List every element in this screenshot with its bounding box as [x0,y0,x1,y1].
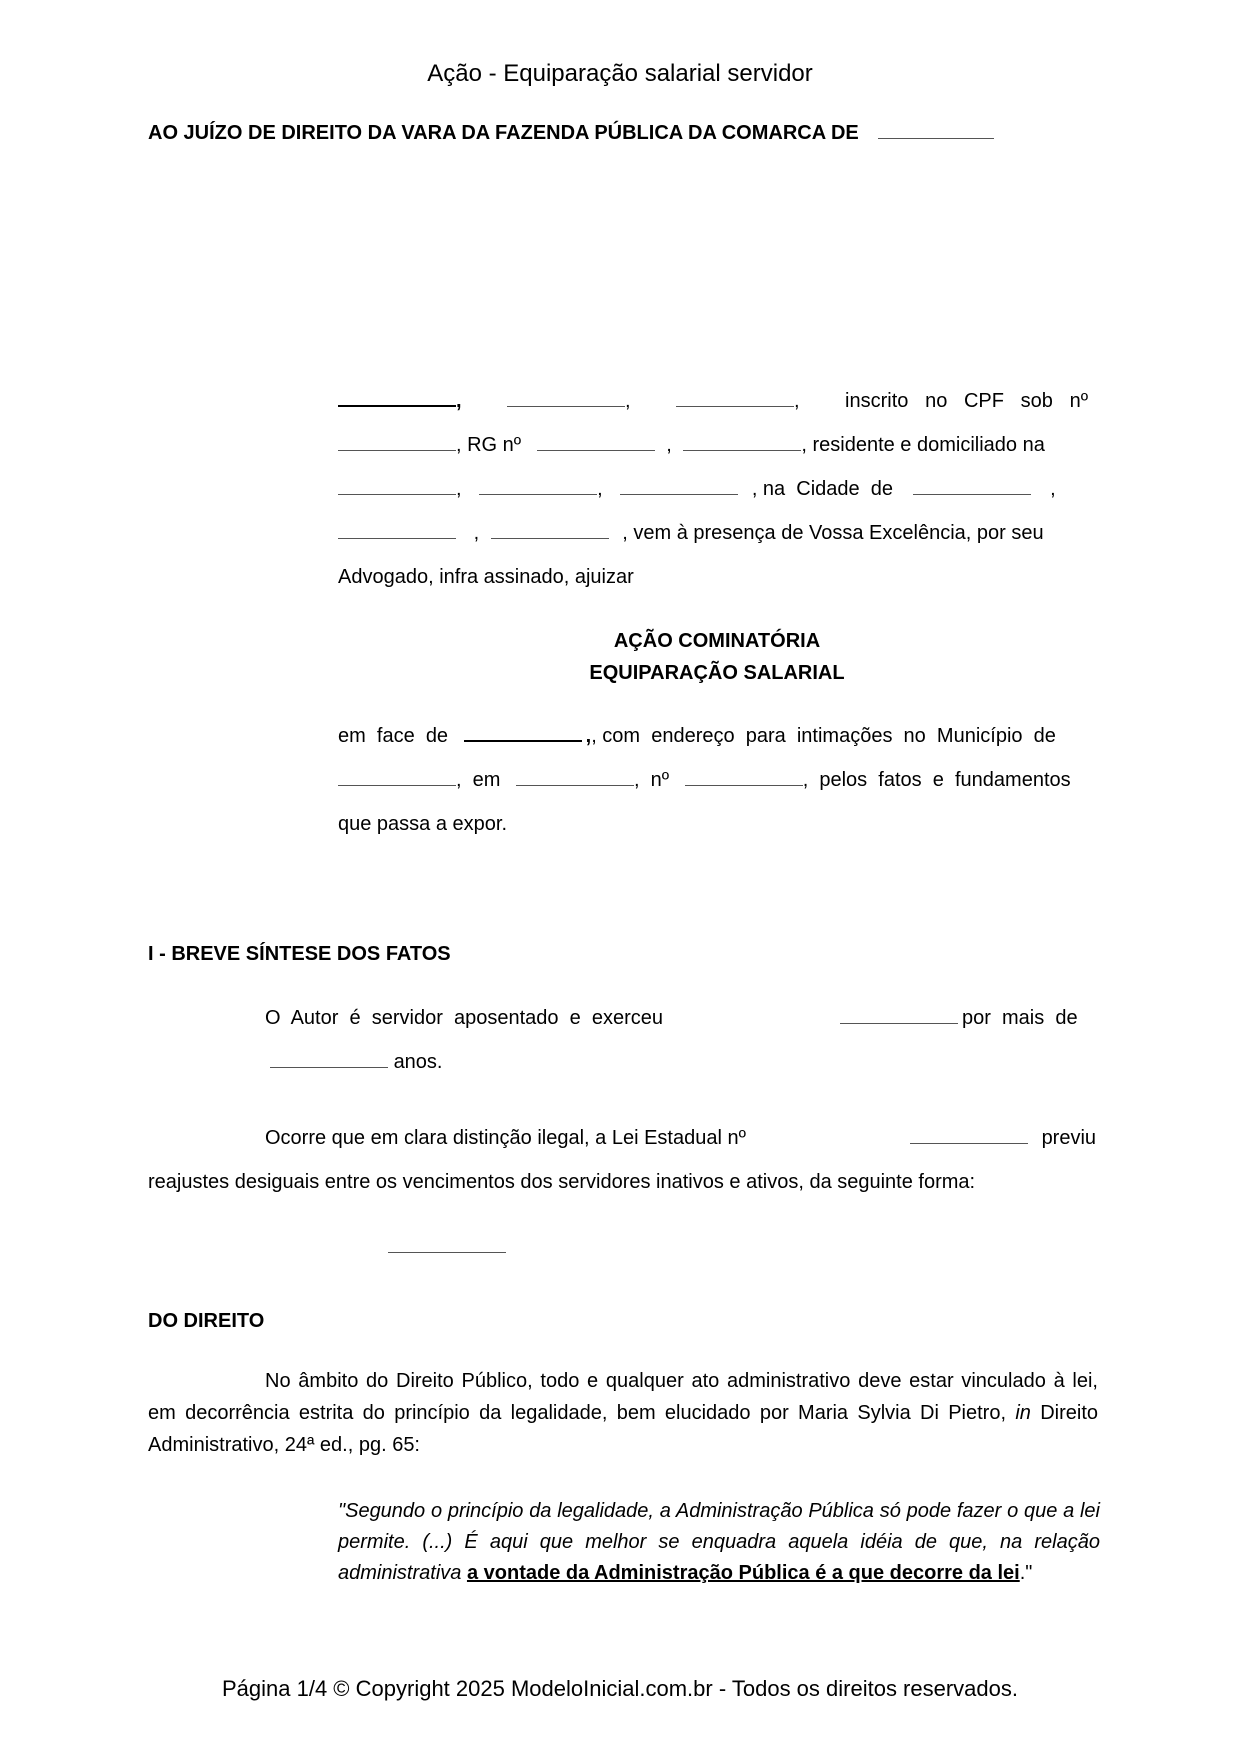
law-paragraph [148,1365,1098,1461]
blank-field [537,449,655,451]
facts-line-2 [270,1051,443,1074]
blank-field [270,1066,388,1068]
addressee-text: AO JUÍZO DE DIREITO DA VARA DA FAZENDA PÚBLICA DA COMARCA DE [148,122,859,144]
blank-field [338,493,456,495]
defendant-line-1: em face de ,, com endereço para intimações no Município de [338,725,1056,747]
blank-field [388,1251,506,1253]
facts-line-1-tail [840,1007,1078,1030]
blank-field [491,537,609,539]
qualification-text: , vem à presença de Vossa Excelência, por seu [622,522,1044,544]
facts-line-3-tail [910,1127,1096,1150]
legal-quote [338,1496,1100,1589]
blank-field [516,784,634,786]
blank-field [338,404,456,407]
facts-text: previu [1041,1127,1097,1149]
facts-line-1 [265,1007,663,1030]
quote-emphasis: a vontade da Administração Pública é a que decorre da lei [466,1562,1020,1584]
defendant-text: , com endereço para intimações no Município de [591,725,1056,747]
section-heading-law: DO DIREITO [148,1310,265,1332]
blank-field [479,493,597,495]
blank-field [676,405,794,407]
rg-label: , RG nº [456,434,522,456]
page-footer: Página 1/4 © Copyright 2025 ModeloInicial.com.br - Todos os direitos reservados. [222,1676,1018,1701]
qualification-text: , residente e domiciliado na [801,434,1045,456]
blank-field [507,405,625,407]
facts-text: por mais de [962,1007,1078,1029]
blank-table-placeholder [388,1236,506,1259]
city-label: , na Cidade de [751,478,894,500]
document-header-title: Ação - Equiparação salarial servidor [427,60,813,87]
blank-field [464,739,582,742]
qualification-line-4: , , vem à presença de Vossa Excelência, por seu [338,522,1044,545]
law-italic: in [1015,1402,1031,1424]
blank-field [840,1022,958,1024]
blank-field [338,537,456,539]
action-subtitle: EQUIPARAÇÃO SALARIAL [589,662,845,684]
qualification-line-3: , , , na Cidade de , [338,478,1088,501]
defendant-text: , pelos fatos e fundamentos [802,769,1071,791]
qualification-line-1: , , , inscrito no CPF sob nº [338,390,1088,413]
blank-field [620,493,738,495]
defendant-text: , em [456,769,501,791]
defendant-text: em face de [338,725,449,747]
facts-line-3: Ocorre que em clara distinção ilegal, a Lei Estadual nº [265,1127,746,1149]
facts-text: anos. [393,1051,443,1073]
facts-line-4: reajustes desiguais entre os vencimentos dos servidores inativos e ativos, da seguinte forma: [148,1171,976,1193]
quote-close: ." [1019,1562,1033,1584]
action-title: AÇÃO COMINATÓRIA [613,630,821,652]
blank-field [910,1142,1028,1144]
blank-field [683,449,801,451]
section-heading-facts: I - BREVE SÍNTESE DOS FATOS [148,943,451,965]
blank-field [878,137,994,139]
defendant-line-2 [338,769,1071,792]
quote-text: "Segundo o princípio da legalidade, a Administração Pública só pode fazer o que a lei permite. (...) É aqui que melhor se enquadra aquela idéia de que, na relação administrativa [338,1500,1100,1584]
blank-field [685,784,803,786]
blank-field [338,449,456,451]
addressee-line [148,122,994,145]
blank-field [913,493,1031,495]
qualification-text: inscrito no CPF sob nº [845,390,1088,412]
defendant-text: , nº [634,769,670,791]
qualification-line-5: Advogado, infra assinado, ajuizar [338,566,634,588]
blank-field [338,784,456,786]
defendant-line-3: que passa a expor. [338,813,508,835]
law-citation: Direito Administrativo, 24ª ed., pg. 65: [148,1402,1099,1456]
qualification-line-2: , RG nº , , residente e domiciliado na [338,434,1045,457]
facts-text: O Autor é servidor aposentado e exerceu [265,1007,664,1029]
law-text: No âmbito do Direito Público, todo e qualquer ato administrativo deve estar vinculado à lei, em decorrência estrita do princípio da legalidade, bem elucidado por Maria Sylvia Di Pietro, [148,1370,1098,1424]
